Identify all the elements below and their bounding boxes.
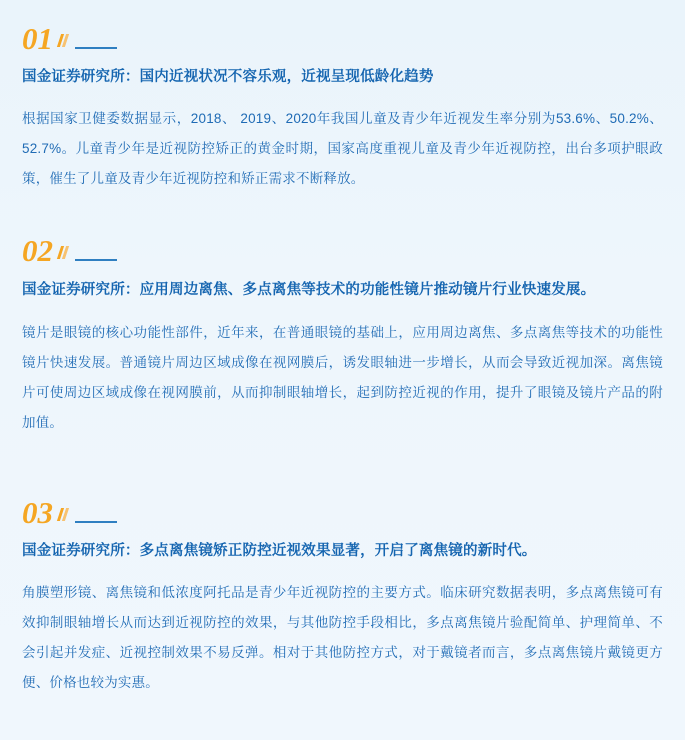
- slash-decor-icon: [59, 508, 67, 521]
- section-01: [22, 0, 663, 194]
- section-spacer-1: [22, 194, 663, 228]
- section-01-number: 01: [22, 21, 53, 56]
- section-02-header: [22, 228, 663, 268]
- section-01-rule: [75, 47, 117, 49]
- section-spacer-2: [22, 438, 663, 490]
- section-03-body: 角膜塑形镜、离焦镜和低浓度阿托品是青少年近视防控的主要方式。临床研究数据表明，多点离焦镜可有效抑制眼轴增长从而达到近视防控的效果，与其他防控手段相比，多点离焦镜片验配简单、护理简单、不会引起并发症、近视控制效果不易反弹。相对于其他防控方式，对于戴镜者而言，多点离焦镜片戴镜更方便、价格也较为实惠。: [22, 585, 663, 690]
- section-02-rule: [75, 259, 117, 261]
- slash-decor-icon: [59, 246, 67, 259]
- slash-decor-icon: [59, 34, 67, 47]
- section-03-header: [22, 490, 663, 530]
- section-03-number: 03: [22, 495, 53, 530]
- section-02-title: 国金证券研究所：应用周边离焦、多点离焦等技术的功能性镜片推动镜片行业快速发展。: [22, 282, 596, 298]
- section-01-title: 国金证券研究所：国内近视状况不容乐观，近视呈现低龄化趋势: [22, 69, 434, 85]
- section-03-title: 国金证券研究所：多点离焦镜矫正防控近视效果显著，开启了离焦镜的新时代。: [22, 543, 537, 559]
- section-01-body: 根据国家卫健委数据显示，2018、 2019、2020年我国儿童及青少年近视发生率分别为53.6%、50.2%、 52.7%。儿童青少年是近视防控矫正的黄金时期，国家高度重视儿童及青少年近视防控，出台多项护眼政策，催生了儿童及青少年近视防控和矫正需求不断释放。: [22, 111, 663, 186]
- section-02: [22, 228, 663, 438]
- section-02-body: 镜片是眼镜的核心功能性部件，近年来，在普通眼镜的基础上，应用周边离焦、多点离焦等技术的功能性镜片快速发展。普通镜片周边区域成像在视网膜后，诱发眼轴进一步增长，从而会导致近视加深。离焦镜片可使周边区域成像在视网膜前，从而抑制眼轴增长，起到防控近视的作用，提升了眼镜及镜片产品的附加值。: [22, 325, 663, 430]
- section-03-rule: [75, 521, 117, 523]
- section-02-number: 02: [22, 233, 53, 268]
- section-01-header: [22, 0, 663, 56]
- section-03: [22, 490, 663, 698]
